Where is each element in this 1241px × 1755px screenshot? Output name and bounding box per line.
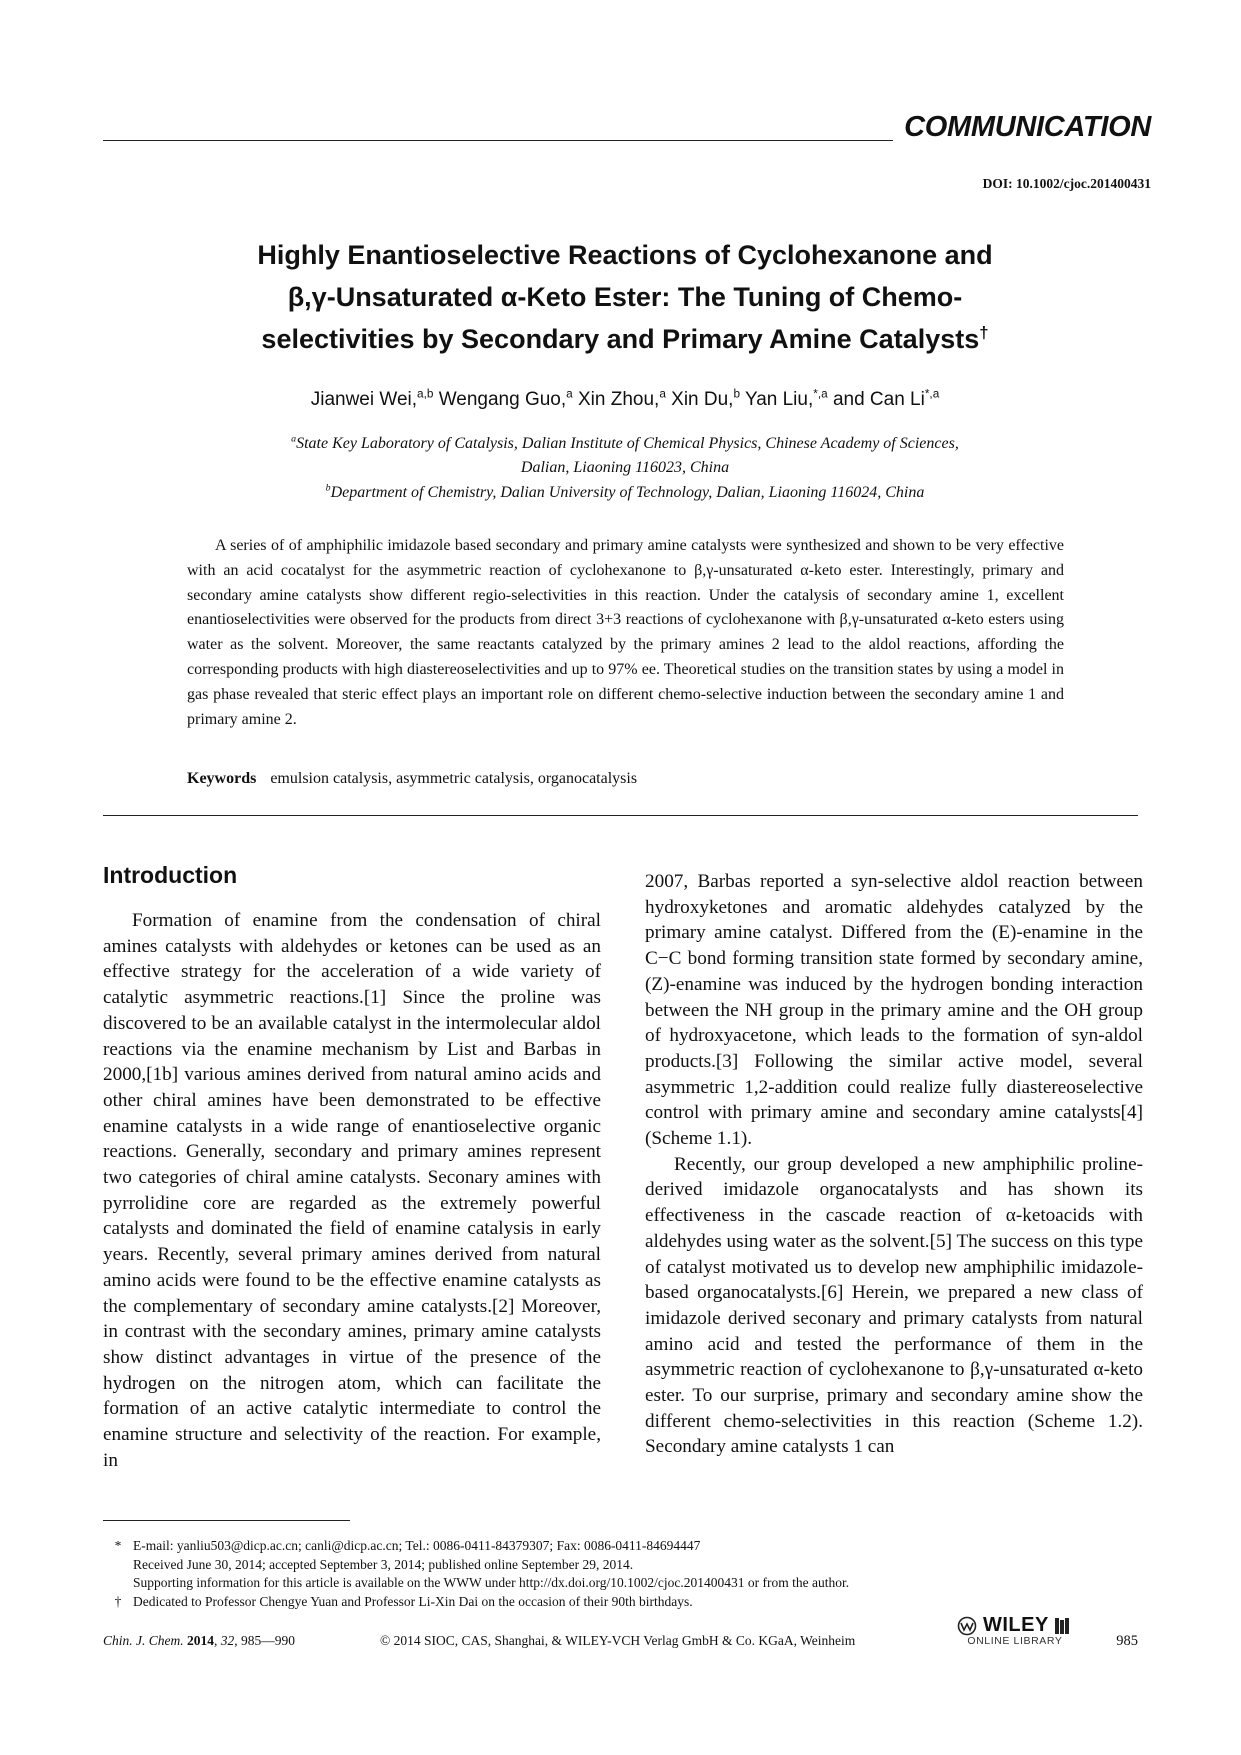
keywords-label: Keywords — [187, 770, 257, 787]
section-heading-introduction: Introduction — [103, 862, 238, 888]
paragraph: 2007, Barbas reported a syn-selective aldol reaction between hydroxyketones and aromatic aldehydes catalyzed by the primary amine catalyst. Differed from the (E)-enamine in the C−C bond forming transition state formed by secondary amine, (Z)-enamine was induced by the hydrogen bonding interaction between the NH group in the primary amine and the OH group of hydroxyacetone, which leads to the formation of syn-aldol products.[3] Following the similar active model, several asymmetric 1,2-addition could realize fully diastereoselective control with primary amine and secondary amine catalysts[4] (Scheme 1.1). — [645, 871, 1143, 1150]
author-affil: *,a — [924, 387, 940, 401]
footnote-text: Received June 30, 2014; accepted September 3, 2014; published online September 29, 2014. — [133, 1556, 634, 1572]
wiley-logo[interactable] — [957, 1614, 1073, 1647]
logo-word: WILEY — [983, 1614, 1049, 1636]
journal-abbrev: Chin. J. Chem. — [103, 1633, 184, 1648]
paragraph: Recently, our group developed a new amphiphilic proline-derived imidazole organocatalysts and has shown its effectiveness in the cascade reaction of α-ketoacids with aldehydes using water as the solvent.[5] The success on this type of catalyst motivated us to develop new amphiphilic imidazole-based organocatalysts.[6] Herein, we prepared a new class of imidazole derived seconary and primary catalysts from natural amino acid and tested the performance of them in the asymmetric reaction of cyclohexanone to β,γ-unsaturated α-keto ester. To our surprise, primary and secondary amine show the different chemo-selectivities in this reaction (Scheme 1.2). Secondary amine catalysts 1 can — [645, 1153, 1143, 1458]
section-label: COMMUNICATION — [904, 111, 1151, 143]
author-affil: a — [566, 387, 573, 401]
author-list — [150, 389, 1100, 411]
footnote — [103, 1593, 1143, 1612]
author-name: and Can Li — [832, 389, 925, 410]
author-name: Xin Zhou, — [577, 389, 660, 410]
affiliation-b — [150, 481, 1100, 505]
title-line-1: Highly Enantioselective Reactions of Cyclohexanone and — [257, 240, 993, 270]
footnote — [103, 1574, 1143, 1593]
keywords — [187, 770, 637, 788]
author-affil: a — [659, 387, 666, 401]
journal-pages: , 985—990 — [234, 1633, 295, 1648]
body-column-left — [103, 908, 601, 1473]
article-title — [150, 234, 1100, 360]
title-line-3: selectivities by Secondary and Primary Amine Catalysts — [261, 324, 980, 354]
footnote-text[interactable]: Supporting information for this article is available on the WWW under http://dx.doi.org/10.1002/cjoc.201400431 or from the author. — [133, 1575, 850, 1590]
affiliation-a-mark: a — [291, 433, 297, 445]
body-column-right — [645, 869, 1143, 1460]
author-name: Jianwei Wei, — [310, 389, 418, 410]
author-affil: *,a — [813, 387, 828, 401]
affiliation-a — [150, 432, 1100, 456]
abstract-rule — [103, 815, 1138, 816]
header-rule — [103, 140, 893, 141]
journal-year: 2014 — [187, 1633, 214, 1648]
footnote — [103, 1556, 1143, 1575]
footnotes — [103, 1537, 1143, 1611]
affiliation-b-line-1: Department of Chemistry, Dalian University of Technology, Dalian, Liaoning 116024, China — [330, 484, 925, 501]
footnote-mark — [103, 1556, 133, 1575]
author-name: Xin Du, — [671, 389, 734, 410]
logo-subtitle: ONLINE LIBRARY — [967, 1635, 1063, 1647]
footnote-mark: † — [114, 1593, 122, 1609]
abstract: A series of of amphiphilic imidazole based secondary and primary amine catalysts were synthesized and shown to be very effective with an acid cocatalyst for the asymmetric reaction of cyclohexanone to β,γ-unsaturated α-keto ester. Interestingly, primary and secondary amine catalysts show different regio-selectivities in this reaction. Under the catalysis of secondary amine 1, excellent enantioselectivities were observed for the products from direct 3+3 reactions of cyclohexanone with β,γ-unsaturated α-keto esters using water as the solvent. Moreover, the same reactants catalyzed by the primary amines 2 lead to the aldol reactions, affording the corresponding products with high diastereoselectivities and up to 97% ee. Theoretical studies on the transition states by using a model in gas phase revealed that steric effect plays an important role on different chemo-selective induction between the secondary amine 1 and primary amine 2. — [187, 537, 1064, 728]
doi[interactable]: DOI: 10.1002/cjoc.201400431 — [982, 176, 1151, 191]
author-affil: a,b — [417, 387, 434, 401]
footnote-mark: * — [114, 1538, 122, 1553]
page-number: 985 — [1116, 1633, 1138, 1649]
footnote-mark — [103, 1574, 133, 1593]
journal-citation: Chin. J. Chem. 2014, 32, 985—990 — [103, 1633, 295, 1648]
title-line-2: β,γ-Unsaturated α-Keto Ester: The Tuning of Chemo- — [287, 282, 963, 312]
paragraph: Formation of enamine from the condensation of chiral amines catalysts with aldehydes or ketones can be used as an effective strategy for the acceleration of a wide variety of catalytic asymmetric reactions.[1] Since the proline was discovered to be an available catalyst in the intermolecular aldol reactions via the enamine mechanism by List and Barbas in 2000,[1b] various amines derived from natural amino acids and other chiral amines have been demonstrated to be effective enamine catalysts in a wide range of enantioselective organic reactions. Generally, secondary and primary amines represent two categories of chiral amine catalysts. Seconary amines with pyrrolidine core are regarded as the extremely powerful catalysts and dominated the field of enamine catalysis in early years. Recently, several primary amines derived from natural amino acids were found to be the effective enamine catalysts as the complementary of secondary amine catalysts.[2] Moreover, in contrast with the secondary amines, primary amine catalysts show distinct advantages in virtue of the presence of the hydrogen on the nitrogen atom, which can facilitate the formation of an active catalytic intermediate to control the enamine structure and selectivity of the reaction. For example, in — [103, 910, 601, 1471]
wiley-seal-icon — [957, 1616, 979, 1636]
journal-volume: 32 — [220, 1633, 235, 1648]
affiliation-a-line-1: State Key Laboratory of Catalysis, Dalian Institute of Chemical Physics, Chinese Academy of Sciences, — [296, 435, 959, 452]
title-dagger: † — [979, 323, 989, 342]
copyright: © 2014 SIOC, CAS, Shanghai, & WILEY-VCH Verlag GmbH & Co. KGaA, Weinheim — [380, 1633, 856, 1648]
keywords-list: emulsion catalysis, asymmetric catalysis, organocatalysis — [270, 770, 638, 787]
footnote-rule — [103, 1520, 350, 1521]
footnote-text: Dedicated to Professor Chengye Yuan and Professor Li-Xin Dai on the occasion of their 90th birthdays. — [133, 1593, 693, 1609]
affiliation-a-line-2: Dalian, Liaoning 116023, China — [520, 459, 730, 476]
footnote-text: E-mail: yanliu503@dicp.ac.cn; canli@dicp.ac.cn; Tel.: 0086-0411-84379307; Fax: 0086-0411-84694447 — [133, 1538, 701, 1553]
author-name: Wengang Guo, — [438, 389, 567, 410]
footnote — [103, 1537, 1143, 1556]
affiliation-b-mark: b — [325, 482, 331, 494]
book-stack-icon — [1053, 1616, 1073, 1636]
author-name: Yan Liu, — [744, 389, 814, 410]
author-affil: b — [733, 387, 740, 401]
